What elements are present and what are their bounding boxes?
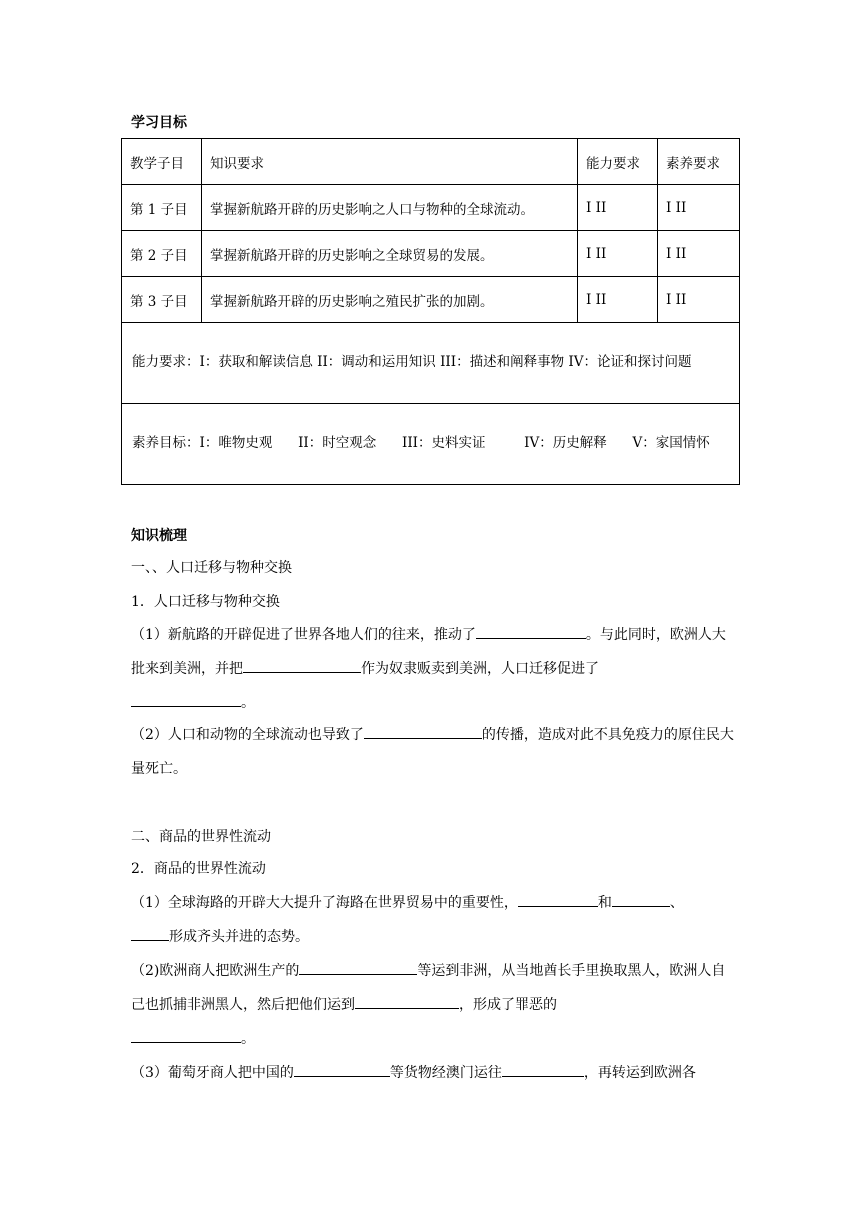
- fill-blank[interactable]: [294, 1062, 390, 1077]
- table-row: [122, 277, 740, 323]
- fill-blank[interactable]: [131, 692, 241, 707]
- table-row: [122, 185, 740, 231]
- table-row: [122, 231, 740, 277]
- table-cell: 第 2 子目: [122, 231, 202, 277]
- text: 。与此同时，欧洲人大批来到美洲，并把: [131, 627, 726, 677]
- literacy-note: 素养目标：I：唯物史观 II：时空观念 III：史料实证 IV：历史解释 V：家国情怀: [122, 404, 740, 485]
- objectives-title: 学习目标: [131, 115, 187, 131]
- text: 作为奴隶贩卖到美洲，人口迁移促进了: [361, 661, 599, 677]
- text: （2）人口和动物的全球流动也导致了: [131, 727, 364, 743]
- text: 等运到非洲，从当地酋长手里换取黑人，欧洲人自己也抓捕非洲黑人，然后把他们运到: [131, 963, 726, 1013]
- section-heading: 二、商品的世界性流动: [131, 829, 271, 845]
- fill-blank[interactable]: [355, 994, 459, 1009]
- header-cell: 素养要求: [658, 139, 740, 185]
- ability-note: 能力要求：I：获取和解读信息 II：调动和运用知识 III：描述和阐释事物 IV：论证和探讨问题: [122, 323, 740, 404]
- text: 、: [669, 895, 684, 911]
- table-cell: 掌握新航路开辟的历史影响之全球贸易的发展。: [202, 231, 578, 277]
- text: 等货物经澳门运往: [389, 1065, 502, 1081]
- fill-blank[interactable]: [364, 724, 482, 739]
- fill-blank[interactable]: [612, 892, 670, 907]
- subsection-heading: 2．商品的世界性流动: [131, 861, 266, 877]
- text: 。: [241, 1031, 255, 1047]
- text: 。: [241, 695, 255, 711]
- paragraph-1: [131, 618, 737, 720]
- text: 和: [597, 895, 612, 911]
- fill-blank[interactable]: [502, 1062, 584, 1077]
- section-heading: 一、、人口迁移与物种交换: [131, 560, 292, 576]
- table-header-row: [122, 139, 740, 185]
- text: （1）新航路的开辟促进了世界各地人们的往来，推动了: [131, 627, 476, 643]
- fill-blank[interactable]: [131, 1028, 241, 1043]
- table-cell: 掌握新航路开辟的历史影响之殖民扩张的加剧。: [202, 277, 578, 323]
- subsection-heading: 1．人口迁移与物种交换: [131, 594, 280, 610]
- text: （3）葡萄牙商人把中国的: [131, 1065, 294, 1081]
- paragraph-5: [131, 1056, 737, 1090]
- text: ，形成了罪恶的: [459, 997, 557, 1013]
- table-cell: I II: [658, 185, 740, 231]
- header-cell: 能力要求: [578, 139, 658, 185]
- table-cell: 第 3 子目: [122, 277, 202, 323]
- text: 形成齐头并进的态势。: [169, 929, 309, 945]
- text: 的传播，造成对此不具免疫力的原住民大量死亡。: [131, 727, 734, 777]
- objectives-table: [121, 138, 740, 485]
- review-title: 知识梳理: [131, 528, 187, 544]
- fill-blank[interactable]: [476, 624, 586, 639]
- table-cell: I II: [658, 231, 740, 277]
- paragraph-4: [131, 954, 737, 1056]
- table-cell: 掌握新航路开辟的历史影响之人口与物种的全球流动。: [202, 185, 578, 231]
- table-row: [122, 404, 740, 485]
- table-cell: I II: [658, 277, 740, 323]
- table-row: [122, 323, 740, 404]
- fill-blank[interactable]: [518, 892, 598, 907]
- paragraph-2: [131, 718, 737, 786]
- fill-blank[interactable]: [243, 658, 361, 673]
- fill-blank[interactable]: [131, 926, 169, 941]
- paragraph-3: [131, 886, 737, 954]
- text: ，再转运到欧洲各: [583, 1065, 696, 1081]
- table-cell: I II: [578, 277, 658, 323]
- table-cell: I II: [578, 185, 658, 231]
- text: （2)欧洲商人把欧洲生产的: [131, 963, 300, 979]
- fill-blank[interactable]: [299, 960, 417, 975]
- text: （1）全球海路的开辟大大提升了海路在世界贸易中的重要性，: [131, 895, 518, 911]
- header-cell: 知识要求: [202, 139, 578, 185]
- header-cell: 教学子目: [122, 139, 202, 185]
- table-cell: 第 1 子目: [122, 185, 202, 231]
- table-cell: I II: [578, 231, 658, 277]
